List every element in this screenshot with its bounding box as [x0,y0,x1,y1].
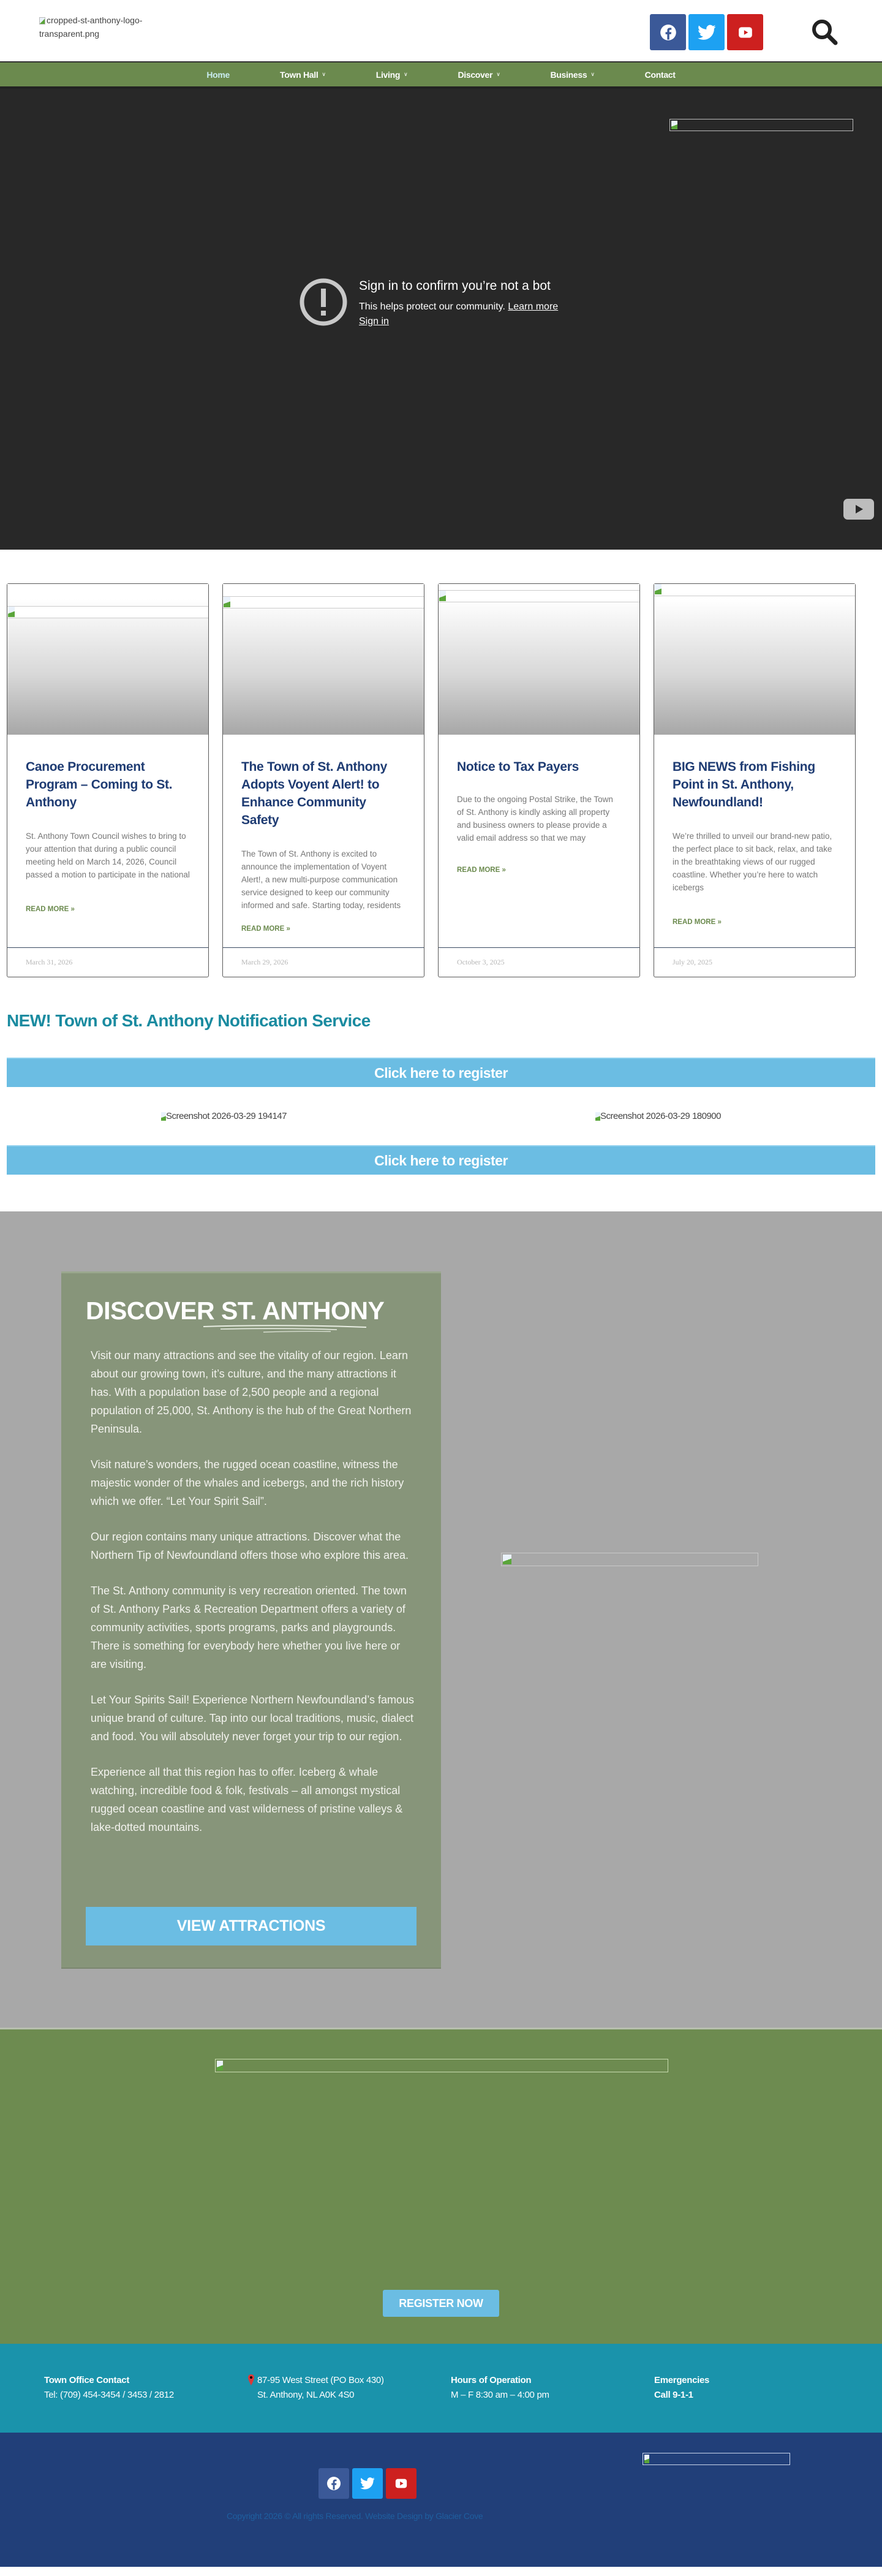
office-phone[interactable]: Tel: (709) 454-3454 / 3453 / 2812 [44,2390,174,2400]
youtube-icon [394,2477,408,2490]
read-more-link[interactable]: READ MORE » [673,919,722,926]
broken-image-icon [644,2455,649,2463]
youtube-play-button[interactable] [843,499,874,520]
facebook-icon [660,24,677,41]
broken-image-icon [439,591,446,601]
hours-value: M – F 8:30 am – 4:00 pm [451,2390,549,2400]
header-social-links [650,14,763,50]
post-title[interactable]: The Town of St. Anthony Adopts Voyent Alert! to Enhance Community Safety [241,760,388,827]
screenshot-image-1 [7,1111,441,1121]
discover-paragraph: The St. Anthony community is very recreation oriented. The town of St. Anthony Parks & Recreation Department offers a variety of community activities, sports programs, parks and playgrounds. There is something for everybody here whether you live here or are visiting. [91,1585,407,1670]
notification-title: NEW! Town of St. Anthony Notification Service [7,1011,371,1030]
twitter-button[interactable] [688,14,725,50]
chevron-down-icon: ∨ [496,71,500,77]
discover-paragraph: Experience all that this region has to offer. Iceberg & whale watching, incredible food & folk, festivals – all amongst mystical rugged ocean coastline and vast wilderness of pristine valleys & lake-dotted mountains. [91,1766,403,1833]
twitter-button[interactable] [352,2468,383,2499]
discover-title-part1: DISCOVER [86,1297,222,1325]
nav-item-town-hall[interactable] [255,70,351,80]
post-card [222,583,424,977]
broken-image-icon [503,1555,511,1564]
discover-paragraph: Let Your Spirits Sail! Experience Northern Newfoundland’s famous unique brand of culture. Tap into our local traditions, music, dialect and food. You will absolutely never forget your trip to our region. [91,1694,414,1743]
contact-footer [0,2344,882,2433]
facebook-button[interactable] [650,14,686,50]
nav-label: Town Hall [280,69,318,80]
post-title[interactable]: Canoe Procurement Program – Coming to St. Anthony [26,760,173,809]
bottom-footer [0,2433,882,2567]
view-attractions-button[interactable]: VIEW ATTRACTIONS [86,1907,417,1945]
news-posts [0,550,882,977]
site-header [0,0,882,61]
register-button[interactable]: Click here to register [7,1058,875,1087]
hero-overlay-image [669,119,853,131]
emergency-value: Call 9-1-1 [654,2390,693,2400]
chevron-down-icon: ∨ [404,71,408,77]
nav-item-living[interactable] [351,70,433,80]
read-more-link[interactable]: READ MORE » [26,906,75,913]
post-excerpt: The Town of St. Anthony is excited to announce the implementation of Voyent Alert!, a new multi-purpose communication service designed to keep our community informed and safe. Starting today, residents [241,849,401,910]
post-card [654,583,856,977]
youtube-icon [737,25,753,40]
discover-panel [61,1271,441,1968]
discover-section [0,1211,882,2029]
bot-check-message [299,278,558,329]
broken-image-icon [224,597,230,607]
underline-swoosh-icon [202,1324,368,1334]
post-excerpt: We’re thrilled to unveil our brand-new patio, the perfect place to sit back, relax, and take in the breathtaking views of our rugged coastline. Whether you’re here to watch icebergs [673,832,832,892]
broken-image-icon [595,1112,600,1121]
nav-item-home[interactable] [181,70,255,80]
emergencies [654,2373,858,2433]
youtube-button[interactable] [727,14,763,50]
search-button[interactable] [810,17,839,47]
post-card [7,583,209,977]
chevron-down-icon: ∨ [590,71,595,77]
read-more-link[interactable]: READ MORE » [241,925,290,933]
youtube-button[interactable] [386,2468,417,2499]
discover-image [501,1553,758,1566]
footer-social-links [318,2468,417,2499]
post-date: March 29, 2026 [223,947,424,977]
copyright-text: Copyright 2026 © All rights Reserved. Website Design by Glacier Cove [227,2511,483,2521]
post-thumbnail[interactable] [7,584,208,735]
discover-title [86,1297,441,1325]
broken-image-icon [161,1112,166,1121]
nav-label: Home [206,69,230,80]
hero-video-embed[interactable] [0,89,882,550]
register-section [0,2029,882,2344]
post-date: October 3, 2025 [439,947,639,977]
discover-paragraph: Visit nature’s wonders, the rugged ocean coastline, witness the majestic wonder of the whales and icebergs, and the rich history which we offer. “Let Your Spirit Sail”. [91,1458,404,1507]
post-title[interactable]: Notice to Tax Payers [457,760,579,774]
footer-image [643,2453,790,2465]
learn-more-link[interactable]: Learn more [508,301,559,312]
site-logo[interactable] [39,13,149,40]
post-date: March 31, 2026 [7,947,208,977]
twitter-icon [360,2477,375,2490]
nav-item-contact[interactable] [620,70,701,80]
discover-paragraph: Our region contains many unique attractions. Discover what the Northern Tip of Newfoundland offers those who explore this area. [91,1531,409,1561]
facebook-icon [326,2476,341,2491]
broken-image-icon [8,607,15,617]
post-excerpt: Due to the ongoing Postal Strike, the Town of St. Anthony is kindly asking all property and business owners to please provide a valid email address so that we may [457,795,613,843]
read-more-link[interactable]: READ MORE » [457,866,506,874]
play-icon [854,504,864,514]
register-button-secondary[interactable]: Click here to register [7,1145,875,1175]
broken-image-icon [39,17,45,25]
nav-item-discover[interactable] [432,70,525,80]
logo-alt-text: cropped-st-anthony-logo-transparent.png [39,15,143,39]
nav-label: Living [375,69,401,80]
broken-image-icon [671,121,677,129]
hours-title: Hours of Operation [451,2375,532,2385]
screenshot-image-2 [441,1111,875,1121]
address-line-1: 87-95 West Street (PO Box 430) [257,2375,384,2385]
office-contact-title: Town Office Contact [44,2375,130,2385]
map-pin-icon [247,2374,255,2387]
hours [451,2373,654,2433]
post-thumbnail[interactable] [654,584,855,735]
post-thumbnail[interactable] [223,584,424,735]
post-card [438,583,640,977]
discover-title-part2: ST. ANTHONY [221,1297,385,1325]
post-title[interactable]: BIG NEWS from Fishing Point in St. Anthony, Newfoundland! [673,760,815,809]
main-nav [0,61,882,89]
discover-paragraph: Visit our many attractions and see the vitality of our region. Learn about our growing town, it’s culture, and the many attractions it has. With a population base of 2,500 people and a regional population of 25,000, St. Anthony is the hub of the Great Northern Peninsula. [91,1349,412,1435]
address [247,2373,451,2433]
twitter-icon [698,25,716,40]
nav-label: Business [550,69,587,80]
search-icon [810,17,839,47]
notification-service-section [0,977,882,1175]
post-excerpt: St. Anthony Town Council wishes to bring to your attention that during a public council meeting held on March 14, 2026, Council passed a motion to participate in the national [26,832,190,879]
warning-icon [299,278,348,327]
chevron-down-icon: ∨ [322,71,326,77]
broken-image-icon [217,2061,223,2070]
screenshot-alt-text: Screenshot 2026-03-29 194147 [166,1111,287,1121]
screenshot-alt-text: Screenshot 2026-03-29 180900 [600,1111,721,1121]
office-contact [44,2373,247,2433]
post-date: July 20, 2025 [654,947,855,977]
screenshot-row [7,1087,875,1145]
register-now-button[interactable]: REGISTER NOW [383,2290,499,2317]
sign-in-link[interactable]: Sign in [359,316,389,327]
nav-label: Discover [458,69,493,80]
bot-check-title: Sign in to confirm you’re not a bot [359,279,551,293]
register-banner-image [215,2059,668,2072]
nav-item-business[interactable] [525,70,619,80]
bot-check-text: This helps protect our community. [359,301,505,312]
post-thumbnail[interactable] [439,584,639,735]
emergency-title: Emergencies [654,2375,710,2385]
facebook-button[interactable] [318,2468,349,2499]
address-line-2: St. Anthony, NL A0K 4S0 [257,2390,355,2400]
nav-label: Contact [644,69,676,80]
broken-image-icon [655,584,662,594]
